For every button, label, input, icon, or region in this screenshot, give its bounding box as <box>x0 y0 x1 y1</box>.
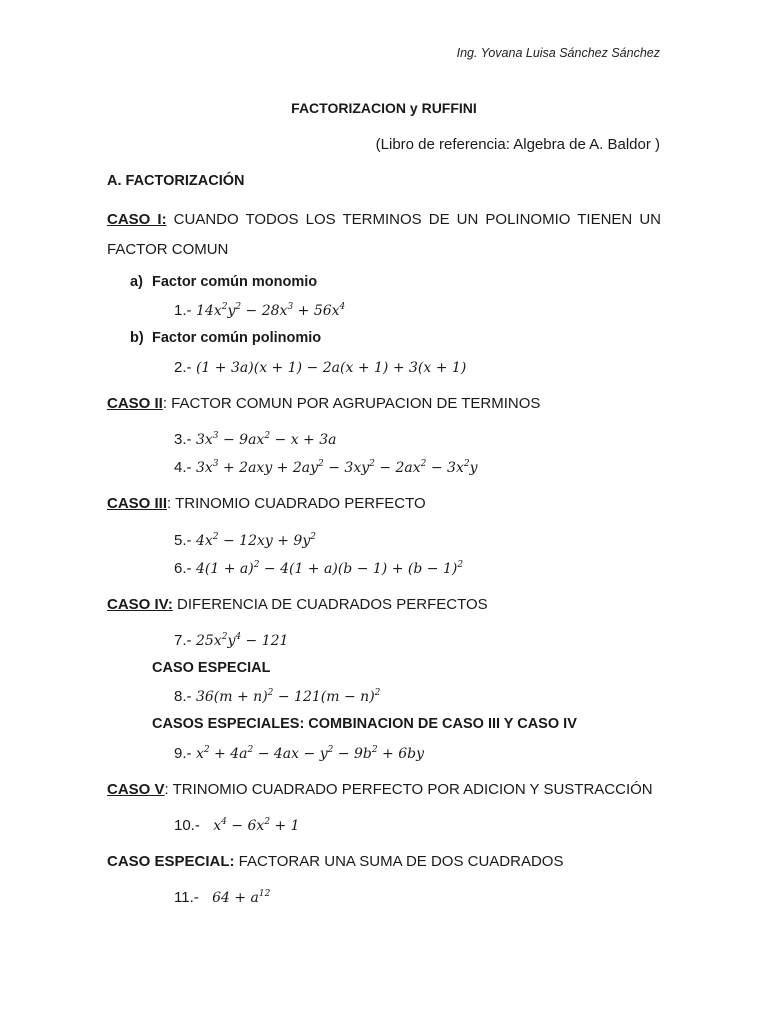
exercise-expression: $36(m + n)^2 - 121(m - n)^2$ <box>195 688 381 705</box>
exercise-11 <box>174 889 270 906</box>
caso-1-label: CASO I: <box>107 211 167 228</box>
exercise-3 <box>174 431 337 448</box>
exercise-10 <box>174 817 300 834</box>
subcase-b <box>130 330 321 346</box>
caso-especial-suma-label: CASO ESPECIAL: <box>107 853 235 870</box>
casos-especiales-heading: CASOS ESPECIALES: COMBINACION DE CASO III Y CASO IV <box>152 716 577 732</box>
exercise-number: 9.- <box>174 745 192 762</box>
reference-note: (Libro de referencia: Algebra de A. Baldor ) <box>375 136 660 153</box>
subcase-a <box>130 274 317 290</box>
exercise-expression: $x^4 - 6x^2 + 1$ <box>213 817 300 834</box>
caso-especial-suma-text: FACTORAR UNA SUMA DE DOS CUADRADOS <box>234 853 564 870</box>
exercise-expression: $3x^3 + 2axy + 2ay^2 - 3xy^2 - 2ax^2 - 3x^2y$ <box>195 459 478 476</box>
exercise-expression: $3x^3 - 9ax^2 - x + 3a$ <box>195 431 337 448</box>
exercise-number: 4.- <box>174 459 192 476</box>
subcase-a-text: Factor común monomio <box>152 274 318 290</box>
exercise-number: 3.- <box>174 431 192 448</box>
caso-3-heading <box>107 495 426 512</box>
exercise-number: 7.- <box>174 632 192 649</box>
caso-4-label: CASO IV: <box>107 596 173 613</box>
header-author: Ing. Yovana Luisa Sánchez Sánchez <box>456 46 660 60</box>
section-heading-factorizacion: A. FACTORIZACIÓN <box>107 173 245 189</box>
caso-especial-suma-heading <box>107 853 563 870</box>
subcase-b-text: Factor común polinomio <box>152 330 322 346</box>
caso-1-text: CUANDO TODOS LOS TERMINOS DE UN POLINOMIO TIENEN UN FACTOR COMUN <box>107 211 661 258</box>
caso-2-text: : FACTOR COMUN POR AGRUPACION DE TERMINOS <box>162 395 541 412</box>
caso-2-heading <box>107 395 540 412</box>
caso-3-label: CASO III <box>107 495 168 512</box>
exercise-1 <box>174 302 345 319</box>
subcase-a-marker: a) <box>130 274 143 290</box>
exercise-expression: $25x^2y^4 - 121$ <box>195 632 289 649</box>
caso-especial-heading: CASO ESPECIAL <box>152 660 271 676</box>
caso-1-heading <box>107 205 661 265</box>
caso-2-label: CASO II <box>107 395 163 412</box>
caso-3-text: : TRINOMIO CUADRADO PERFECTO <box>167 495 426 512</box>
caso-5-heading <box>107 781 653 798</box>
exercise-expression: $4(1 + a)^2 - 4(1 + a)(b - 1) + (b - 1)^2$ <box>195 560 464 577</box>
exercise-expression: $14x^2y^2 - 28x^3 + 56x^4$ <box>195 302 346 319</box>
exercise-8 <box>174 688 380 705</box>
exercise-6 <box>174 560 463 577</box>
exercise-9 <box>174 745 424 762</box>
exercise-expression: (1 + 3a)(x + 1) − 2a(x + 1) + 3(x + 1) <box>195 360 467 376</box>
exercise-number: 10.- <box>174 817 200 834</box>
exercise-4 <box>174 459 478 476</box>
subcase-b-marker: b) <box>130 330 144 346</box>
exercise-7 <box>174 632 288 649</box>
page-title: FACTORIZACION y RUFFINI <box>291 100 477 116</box>
exercise-2 <box>174 359 466 376</box>
caso-4-heading <box>107 596 488 613</box>
exercise-number: 6.- <box>174 560 192 577</box>
caso-5-text: : TRINOMIO CUADRADO PERFECTO POR ADICION Y SUSTRACCIÓN <box>164 781 653 798</box>
exercise-expression: $4x^2 - 12xy + 9y^2$ <box>195 532 316 549</box>
exercise-number: 8.- <box>174 688 192 705</box>
caso-4-text: DIFERENCIA DE CUADRADOS PERFECTOS <box>172 596 488 613</box>
exercise-5 <box>174 532 316 549</box>
exercise-number: 5.- <box>174 532 192 549</box>
exercise-number: 1.- <box>174 302 192 319</box>
exercise-expression: $x^2 + 4a^2 - 4ax - y^2 - 9b^2 + 6by$ <box>195 745 425 762</box>
caso-5-label: CASO V <box>107 781 165 798</box>
exercise-number: 11.- <box>174 889 199 906</box>
exercise-number: 2.- <box>174 359 192 376</box>
exercise-expression: $64 + a^{12}$ <box>203 889 271 906</box>
